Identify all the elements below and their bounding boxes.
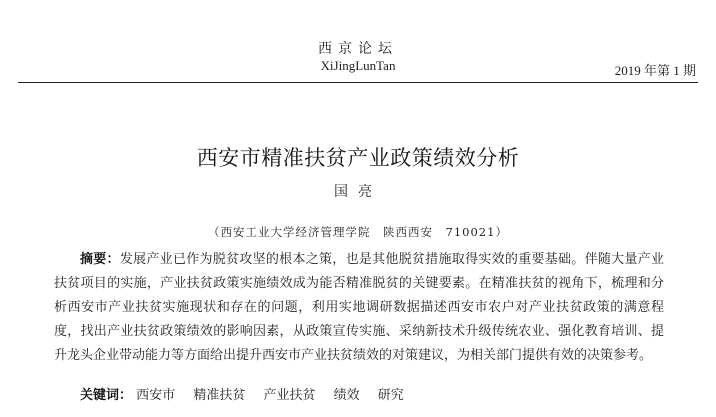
keyword: 产业扶贫 xyxy=(263,388,316,403)
keyword: 研究 xyxy=(377,388,404,403)
abstract-label: 摘要： xyxy=(80,252,120,267)
author-affiliation: （西安工业大学经济管理学院 陕西西安 710021） xyxy=(208,225,508,239)
keywords-label: 关键词： xyxy=(80,388,133,403)
journal-name-chinese: 西京论坛 xyxy=(318,41,398,57)
abstract-text: 发展产业已作为脱贫攻坚的根本之策，也是其他脱贫措施取得实效的重要基础。伴随大量产业扶贫项目的实施，产业扶贫政策实施绩效成为能否精准脱贫的关键要素。在精准扶贫的视角下，梳理和分析西安市产业扶贫实施现状和存在的问题，利用实地调研数据描述西安市农户对产业扶贫政策的满意程度，找出产业扶贫政策绩效的影响因素，从政策宣传实施、采纳新技术升级传统农业、强化教育培训、提升龙头企业带动能力等方面给出提升西安市产业扶贫绩效的对策建议，为相关部门提供有效的决策参考。 xyxy=(54,252,664,363)
journal-name-pinyin: XiJingLunTan xyxy=(320,58,396,73)
keyword: 西安市 xyxy=(136,388,176,403)
article-author: 国亮 xyxy=(334,184,382,200)
keyword: 精准扶贫 xyxy=(193,388,246,403)
keywords xyxy=(80,384,680,403)
keyword: 绩效 xyxy=(333,388,360,403)
article-title: 西安市精准扶贫产业政策绩效分析 xyxy=(196,146,520,170)
issue-number: 2019 年第 1 期 xyxy=(614,63,696,78)
abstract xyxy=(54,248,664,368)
header-divider xyxy=(18,82,698,83)
